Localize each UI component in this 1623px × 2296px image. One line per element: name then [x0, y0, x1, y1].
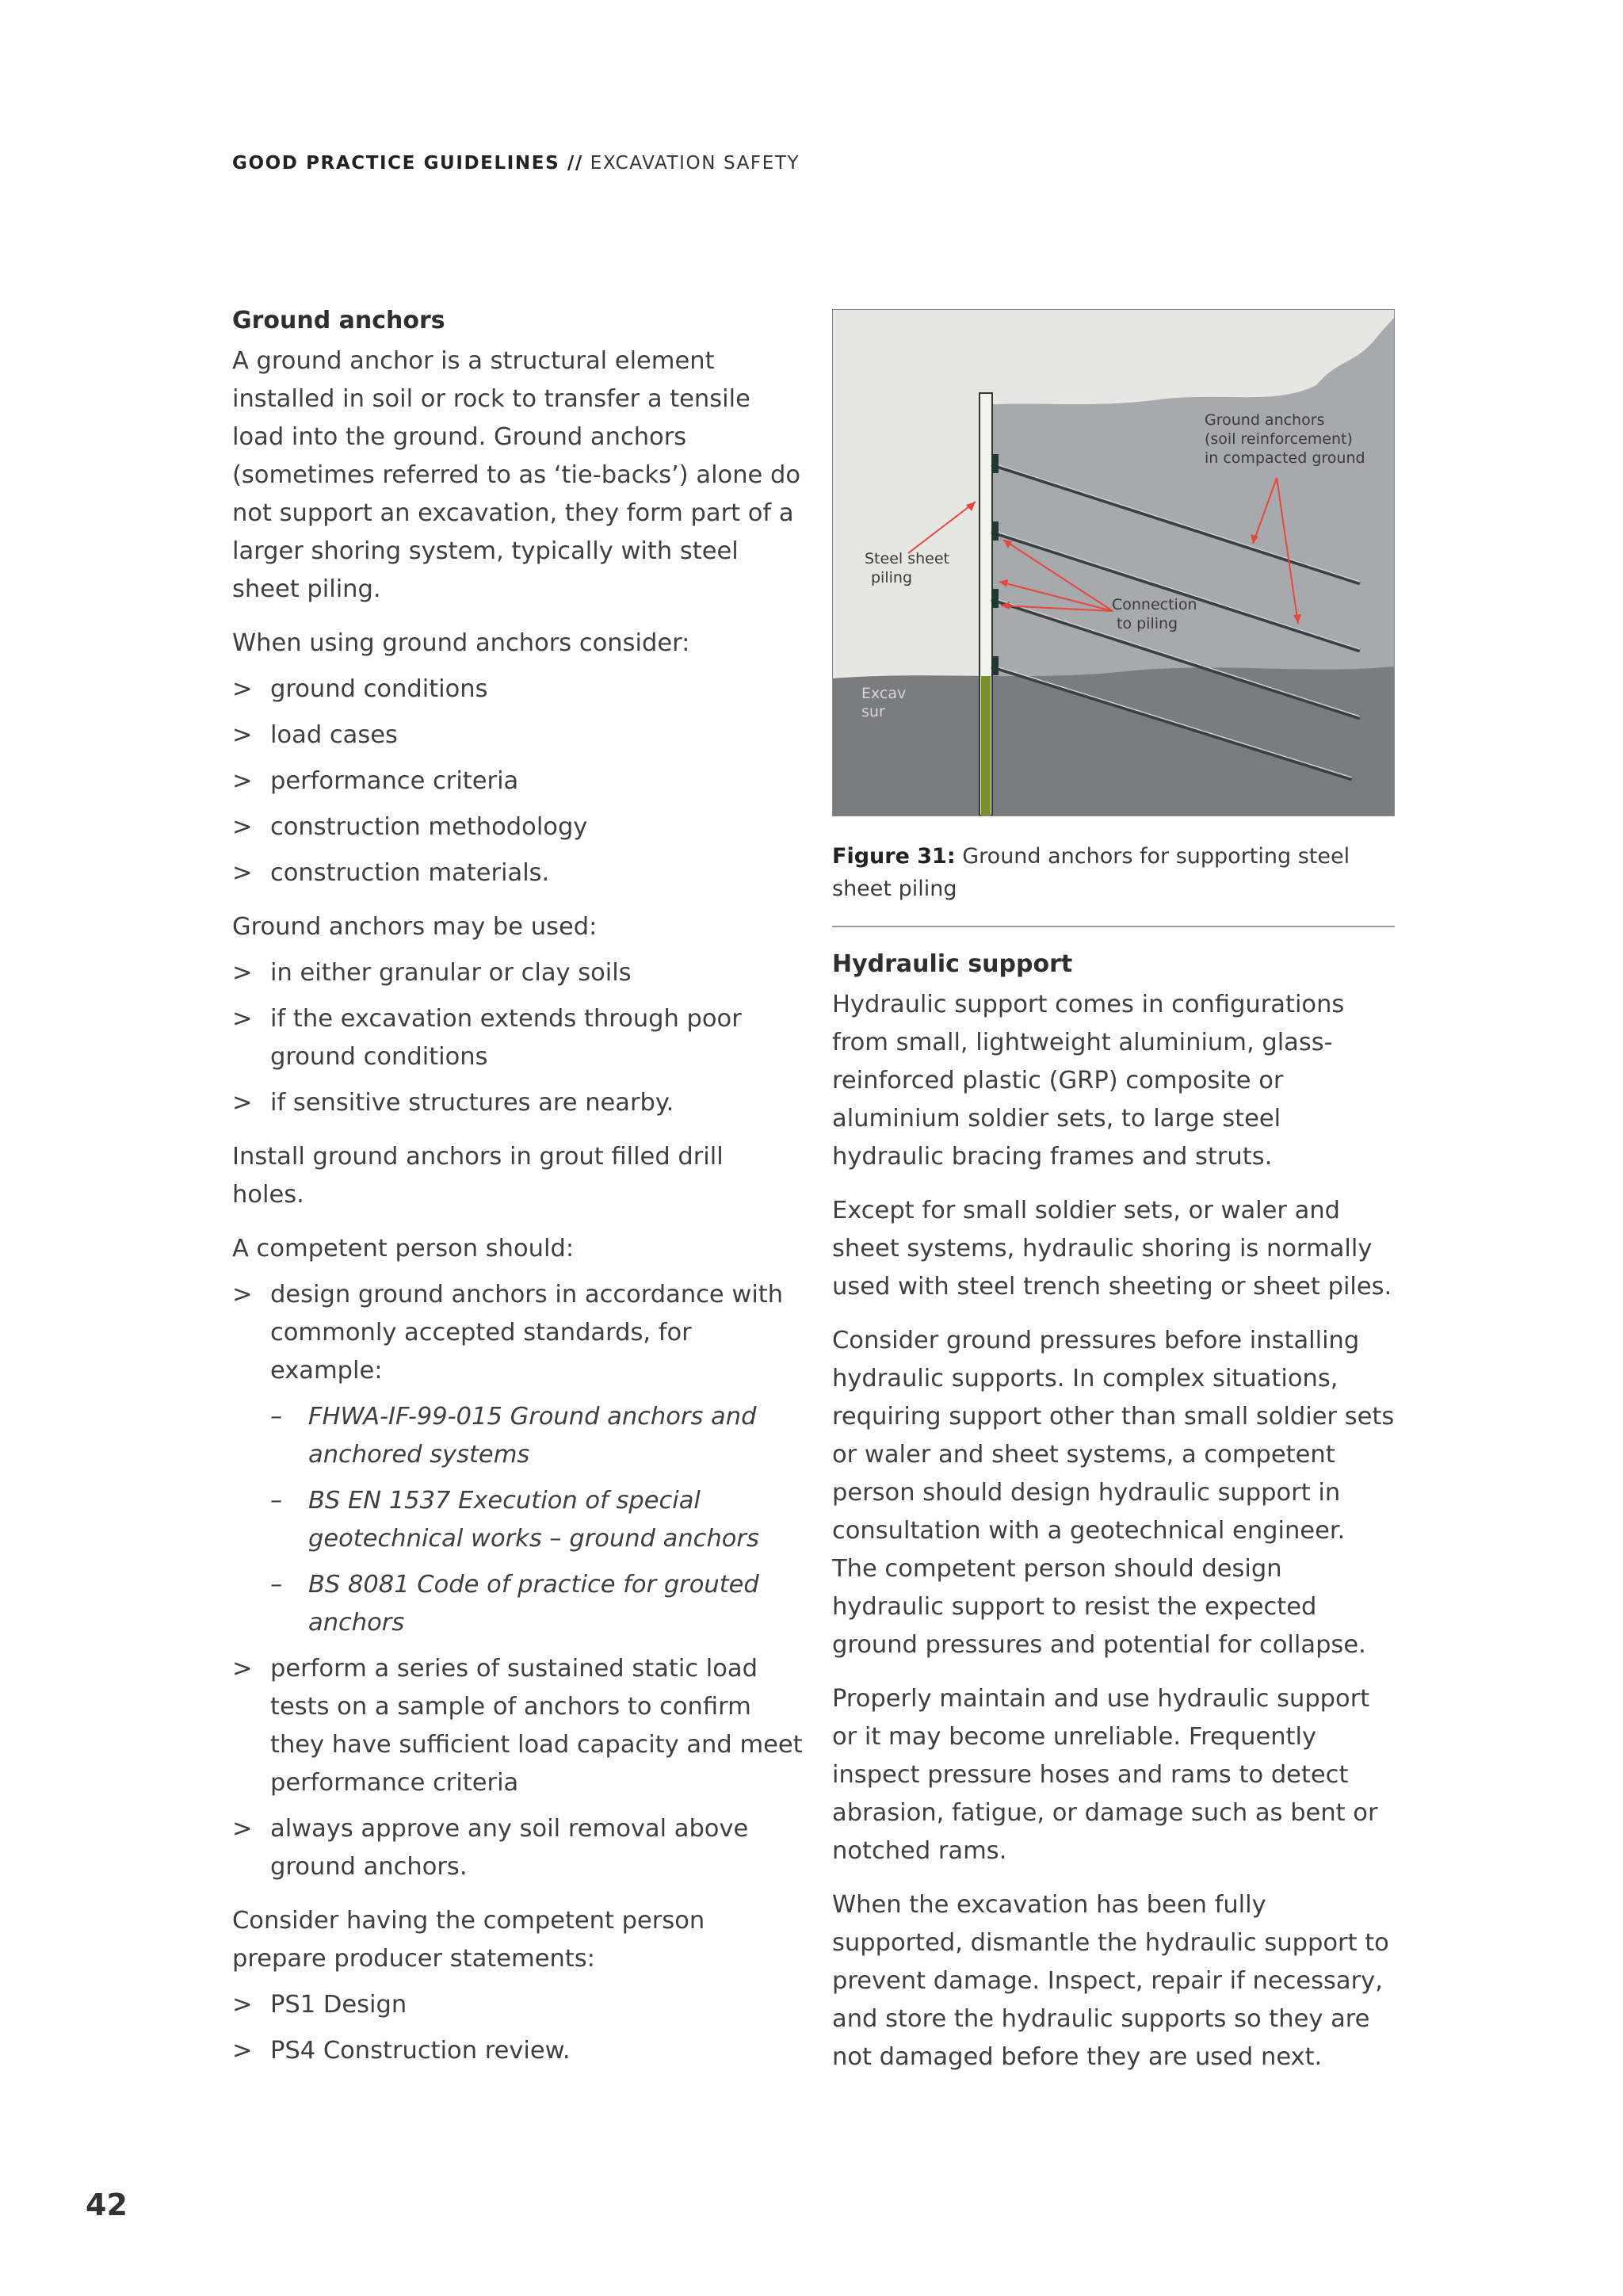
hydraulic-heading: Hydraulic support	[832, 950, 1073, 978]
ground-anchors-intro: A ground anchor is a structural element installed in soil or rock to transfer a tensile load into the ground. Ground anchors (sometimes referred to as ‘tie-backs’) alone do not support an excavation, they form part of a larger shoring system, typically with steel sheet piling.	[232, 347, 801, 603]
list-item: > in either granular or clay soils	[232, 959, 632, 987]
caption-text: Ground anchors for supporting steel sheet piling	[832, 844, 1350, 901]
running-header	[232, 153, 800, 174]
figure-caption	[832, 840, 1395, 905]
list-item: > PS1 Design	[232, 1991, 407, 2019]
hydraulic-p1: Hydraulic support comes in configurations from small, lightweight aluminium, glass-reinforced plastic (GRP) composite or aluminium soldier sets, to large steel hydraulic bracing frames and struts.	[832, 991, 1345, 1171]
hydraulic-p5: When the excavation has been fully supported, dismantle the hydraulic support to prevent damage. Inspect, repair if necessary, and store the hydraulic supports so they are not damaged before they are used next.	[832, 1891, 1389, 2071]
header-title: EXCAVATION SAFETY	[590, 153, 800, 174]
producer-lead: Consider having the competent person prepare producer statements:	[232, 1907, 705, 1973]
competent-list	[232, 1276, 803, 1886]
list-item: > PS4 Construction review.	[232, 2037, 571, 2065]
ground-anchors-heading: Ground anchors	[232, 307, 445, 334]
label-anchors-line2: (soil reinforcement)	[1205, 430, 1353, 448]
label-excavation-line2: sur	[861, 703, 885, 720]
label-piling-line2: piling	[871, 569, 912, 586]
hydraulic-p2: Except for small soldier sets, or waler and sheet systems, hydraulic shoring is normally used with steel trench sheeting or sheet piles.	[832, 1197, 1392, 1301]
list-item: > construction methodology	[232, 813, 588, 841]
used-list	[232, 954, 803, 1122]
standard-item: – BS EN 1537 Execution of special geotechnical works – ground anchors	[270, 1487, 759, 1553]
lower-soil	[833, 667, 1394, 816]
label-piling-line1: Steel sheet	[865, 550, 949, 567]
list-item: > always approve any soil removal above ground anchors.	[232, 1815, 749, 1881]
label-anchors-line3: in compacted ground	[1205, 449, 1365, 467]
competent-lead: A competent person should:	[232, 1235, 575, 1263]
used-lead: Ground anchors may be used:	[232, 913, 598, 941]
label-connection-line1: Connection	[1112, 596, 1197, 613]
caption-number: Figure 31:	[832, 844, 956, 869]
producer-list	[232, 1986, 803, 2070]
pile-toe	[981, 676, 991, 816]
consider-list	[232, 670, 803, 892]
standard-item: – BS 8081 Code of practice for grouted anchors	[270, 1571, 759, 1637]
list-item: > construction materials.	[232, 859, 550, 887]
label-connection-line2: to piling	[1117, 615, 1178, 632]
list-item: > load cases	[232, 721, 398, 749]
install-text: Install ground anchors in grout filled drill holes.	[232, 1143, 724, 1209]
label-anchors-line1: Ground anchors	[1205, 411, 1325, 429]
label-excavation-line1: Excav	[861, 685, 907, 702]
list-item: > if sensitive structures are nearby.	[232, 1089, 674, 1117]
figure-ground-anchors	[832, 309, 1395, 816]
hydraulic-p3: Consider ground pressures before installing hydraulic supports. In complex situations, requiring support other than small soldier sets or waler and sheet systems, a competent person should design hydraulic support in consultation with a geotechnical engineer. The competent person should design hydraulic support to resist the expected ground pressures and potential for collapse.	[832, 1327, 1395, 1659]
list-item: > ground conditions	[232, 675, 488, 703]
right-column	[832, 309, 1395, 2092]
standards-list	[270, 1398, 803, 1642]
standard-item: – FHWA-IF-99-015 Ground anchors and anchored systems	[270, 1403, 757, 1469]
header-series: GOOD PRACTICE GUIDELINES //	[232, 153, 583, 174]
ground-anchor-diagram	[833, 310, 1394, 816]
hydraulic-p4: Properly maintain and use hydraulic support or it may become unreliable. Frequently inspect pressure hoses and rams to detect abrasion, fatigue, or damage such as bent or notched rams.	[832, 1685, 1378, 1865]
list-item: > performance criteria	[232, 767, 519, 795]
consider-lead: When using ground anchors consider:	[232, 629, 690, 657]
page-number: 42	[86, 2187, 128, 2222]
divider	[832, 926, 1395, 927]
list-item: > if the excavation extends through poor ground conditions	[232, 1005, 742, 1071]
left-column	[232, 304, 803, 2086]
list-item: > perform a series of sustained static load tests on a sample of anchors to confirm they have sufficient load capacity and meet performance criteria	[232, 1655, 803, 1797]
list-item: > design ground anchors in accordance with commonly accepted standards, for example: – FHWA-IF-99-015 Ground anchors and anchored systems – BS EN 1537 Execution of special geotechnical works – ground anchors – BS 8081 Code of practice for grouted anchors	[232, 1276, 803, 1642]
